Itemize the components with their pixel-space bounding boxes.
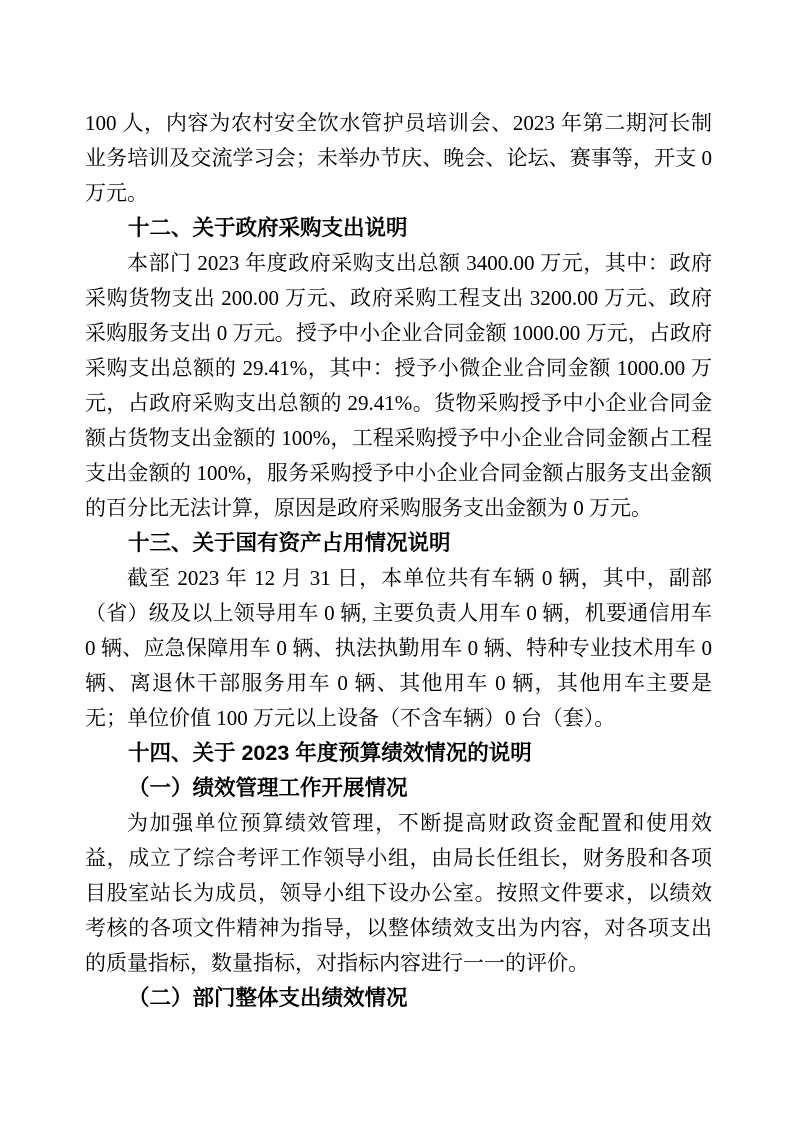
document-content <box>85 106 712 1016</box>
section-heading: 十二、关于政府采购支出说明 <box>128 216 408 240</box>
section-heading: 十四、关于 2023 年度预算绩效情况的说明 <box>128 741 532 765</box>
subsection-heading: （一）绩效管理工作开展情况 <box>128 776 408 800</box>
body-paragraph: 本部门 2023 年度政府采购支出总额 3400.00 万元，其中：政府采购货物支出 200.00 万元、政府采购工程支出 3200.00 万元、政府采购服务支出 0 万元。授予中小企业合同金额 1000.00 万元，占政府采购支出总额的 29.41%，其中：授予小微企业合同金额 1000.00 万元，占政府采购支出总额的 29.41%。货物采购授予中小企业合同金额占货物支出金额的 100%，工程采购授予中小企业合同金额占工程支出金额的 100%，服务采购授予中小企业合同金额占服务支出金额的百分比无法计算，原因是政府采购服务支出金额为 0 万元。 <box>85 251 712 520</box>
body-paragraph: 截至 2023 年 12 月 31 日，本单位共有车辆 0 辆，其中，副部（省）级及以上领导用车 0 辆, 主要负责人用车 0 辆，机要通信用车 0 辆、应急保障用车 0 辆、执法执勤用车 0 辆、特种专业技术用车 0 辆、离退休干部服务用车 0 辆、其他用车 0 辆，其他用车主要是无；单位价值 100 万元以上设备（不含车辆）0 台（套）。 <box>85 566 712 730</box>
body-paragraph: 100 人，内容为农村安全饮水管护员培训会、2023 年第二期河长制业务培训及交流学习会；未举办节庆、晚会、论坛、赛事等，开支 0 万元。 <box>85 111 712 205</box>
section-heading: 十三、关于国有资产占用情况说明 <box>128 531 451 555</box>
body-paragraph: 为加强单位预算绩效管理，不断提高财政资金配置和使用效益，成立了综合考评工作领导小组，由局长任组长，财务股和各项目股室站长为成员，领导小组下设办公室。按照文件要求，以绩效考核的各项文件精神为指导，以整体绩效支出为内容，对各项支出的质量指标，数量指标，对指标内容进行一一的评价。 <box>85 811 712 975</box>
subsection-heading: （二）部门整体支出绩效情况 <box>128 986 408 1010</box>
